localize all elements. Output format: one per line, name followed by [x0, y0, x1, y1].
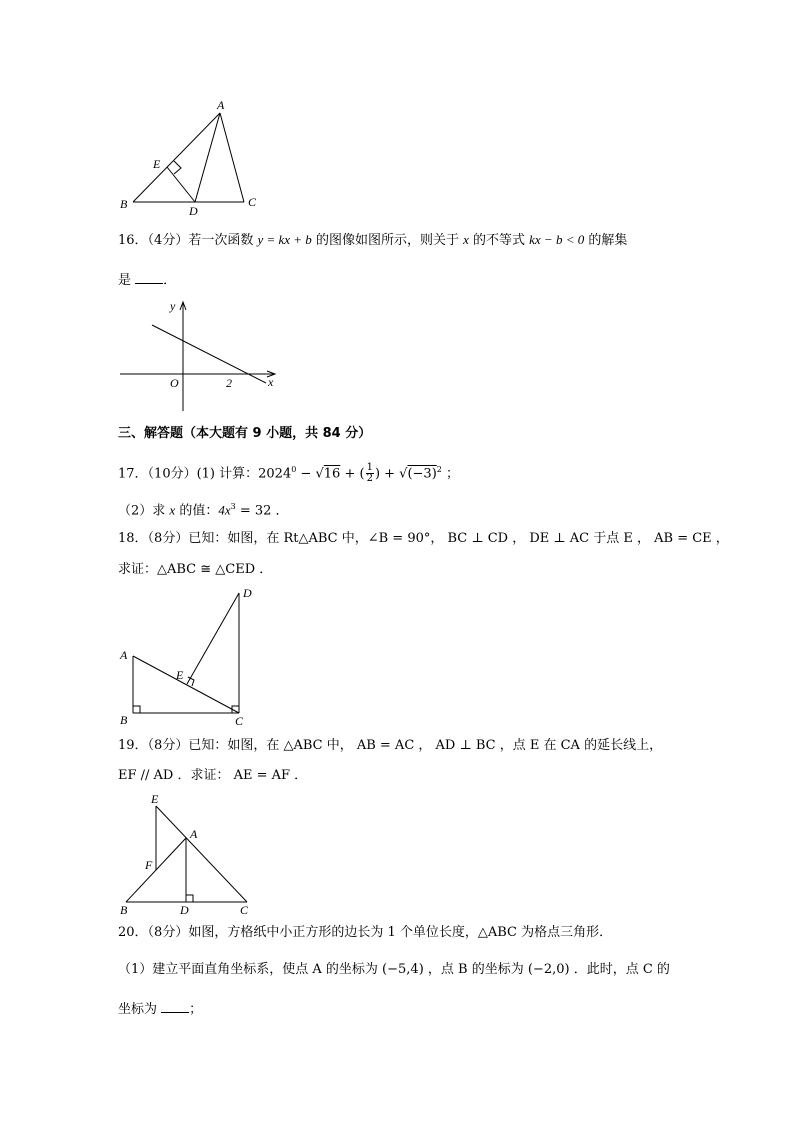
q16-inequality: kx − b < 0 [529, 232, 585, 247]
q16-equation: y = kx + b [257, 232, 312, 247]
fig18-label-e: E [176, 668, 184, 682]
fig16-tick-label: 2 [226, 376, 232, 390]
q17-frac-den: 2 [366, 473, 373, 485]
fig18-label-c: C [235, 714, 244, 728]
fig16-x-label: x [268, 375, 274, 389]
q16-line1 [118, 230, 627, 251]
q16-text: 的解集 [584, 233, 628, 248]
q17-radicand: 16 [323, 466, 341, 482]
fig19-label-f: F [145, 858, 153, 872]
q20-text: 坐标为 [118, 1002, 162, 1017]
q17-text: （2）求 [118, 503, 170, 519]
q17-frac-num: 1 [366, 462, 373, 474]
q17-fraction [366, 463, 374, 484]
q17-exponent: 2 [436, 465, 442, 474]
q16-text: 的图像如图所示，则关于 [311, 233, 464, 248]
fig19-label-e: E [151, 792, 159, 806]
q16-var: x [463, 232, 469, 247]
fig18-label-b: B [120, 713, 128, 727]
fig16-graph [115, 296, 285, 416]
fig18-label-d: D [243, 586, 252, 600]
q17-text: − √ [296, 466, 324, 482]
fig19-label-b: B [120, 903, 128, 917]
q16-text: 16．（4分）若一次函数 [118, 233, 258, 248]
fig15-label-d: D [189, 204, 198, 216]
q20-answer-blank[interactable] [161, 998, 189, 1013]
fig15-label-e: E [153, 157, 161, 171]
q17-exponent: 0 [291, 465, 297, 474]
fig15-label-a: A [217, 98, 225, 112]
q16-line2 [118, 269, 176, 291]
q20-line1: 20．（8分）如图，方格纸中小正方形的边长为 1 个单位长度，△ABC 为格点三角形． [118, 925, 613, 940]
q17-text: ； [441, 466, 459, 482]
q17-text: ) + √ [374, 466, 408, 482]
fig18-label-a: A [120, 648, 128, 662]
q19-line1: 19．（8分）已知：如图，在 △ABC 中， AB = AC ， AD ⊥ BC ，点 E 在 CA 的延长线上， [118, 738, 663, 753]
q16-text: 的不等式 [468, 233, 530, 248]
q17-year: 2024 [258, 466, 292, 482]
fig15-label-c: C [248, 195, 257, 209]
q17-exponent: 3 [230, 502, 236, 511]
q17-var: x [169, 502, 176, 518]
q17-part2 [118, 497, 289, 521]
fig16-origin-label: O [170, 376, 179, 390]
q20-line3 [118, 998, 202, 1020]
q17-part1 [118, 460, 459, 484]
q20-text: ； [189, 1002, 203, 1017]
q19-line2: EF // AD ．求证： AE = AF ． [118, 768, 308, 783]
q17-text: 17．（10分）(1) 计算： [118, 466, 259, 482]
fig15-triangle [110, 96, 270, 216]
q16-text: ． [163, 273, 177, 288]
fig19-label-a: A [190, 827, 198, 841]
q17-text: 的值： [175, 503, 219, 519]
fig19-figure [110, 790, 270, 920]
q16-answer-blank[interactable] [135, 269, 163, 284]
q20-line2: （1）建立平面直角坐标系，使点 A 的坐标为 (−5,4) ，点 B 的坐标为 (−2,0) ．此时，点 C 的 [118, 962, 670, 977]
section-3-heading: 三、解答题（本大题有 9 小题，共 84 分） [118, 426, 372, 441]
q17-equation: 4x [218, 502, 231, 518]
fig16-y-label: y [170, 299, 176, 313]
q17-radicand: (−3) [407, 466, 437, 482]
fig19-label-d: D [180, 903, 189, 917]
q18-line1: 18．（8分）已知：如图，在 Rt△ABC 中，∠B = 90°， BC ⊥ CD ， DE ⊥ AC 于点 E ， AB = CE ， [118, 531, 729, 546]
fig19-label-c: C [240, 903, 249, 917]
q17-text: = 32 ． [235, 503, 289, 519]
q16-text: 是 [118, 273, 136, 288]
q18-line2: 求证：△ABC ≅ △CED ． [118, 562, 273, 577]
fig18-figure [110, 585, 270, 730]
fig15-label-b: B [120, 197, 128, 211]
q17-text: + ( [340, 466, 365, 482]
